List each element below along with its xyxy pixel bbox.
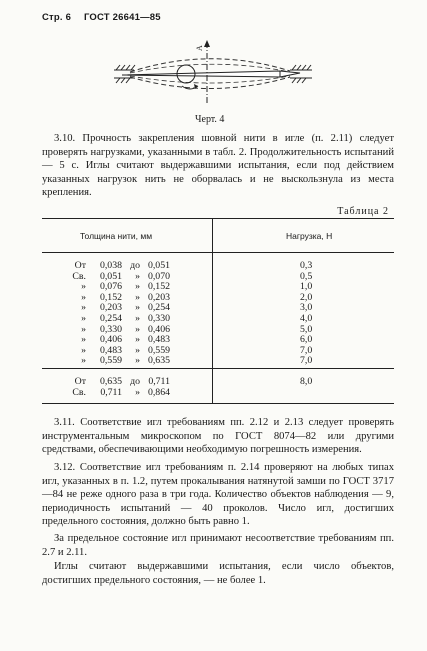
thickness-pre: » — [81, 323, 86, 335]
thickness-pre: Св. — [72, 387, 86, 398]
left-clamp — [114, 65, 135, 83]
thickness-from: 0,203 — [99, 302, 122, 314]
table-column-divider — [212, 218, 213, 404]
page-header — [42, 12, 171, 23]
thickness-to: 0,711 — [148, 376, 170, 387]
thickness-pre: » — [81, 291, 86, 303]
thickness-row — [62, 302, 170, 313]
thickness-to: 0,864 — [147, 387, 170, 398]
thickness-to: 0,254 — [147, 302, 170, 314]
thickness-pre: » — [81, 334, 86, 346]
paragraph-limit-state: За предельное состояние игл принимают несоответствие требованиям пп. 2.7 и 2.11. — [42, 533, 394, 558]
thickness-row — [62, 313, 170, 324]
thickness-mid: » — [135, 313, 140, 324]
thickness-pre: Св. — [72, 270, 86, 282]
thickness-from: 0,635 — [99, 376, 122, 387]
needle-test-figure — [100, 38, 325, 108]
load-value: 8,0 — [300, 376, 313, 387]
thickness-pre: » — [81, 281, 86, 293]
thickness-row — [62, 355, 170, 366]
thickness-from: 0,330 — [99, 323, 122, 335]
thickness-to: 0,070 — [147, 270, 170, 282]
thickness-pre: От — [74, 260, 86, 271]
thickness-to: 0,051 — [147, 260, 170, 271]
paragraph-3-11: 3.11. Соответствие игл требованиям пп. 2.12 и 2.13 следует проверять инструментальным микроскопом по ГОСТ 8074—82 или другими средствами, обеспечивающими необходимую погрешность измерения. — [42, 417, 394, 456]
thickness-to: 0,559 — [147, 344, 170, 356]
load-value: 6,0 — [300, 334, 313, 346]
thickness-from: 0,406 — [99, 334, 122, 346]
thickness-to: 0,483 — [147, 334, 170, 346]
table-row-divider — [42, 368, 394, 369]
load-value: 2,0 — [300, 291, 313, 303]
needle-outline — [122, 71, 300, 77]
deflection-curve-top — [130, 59, 290, 72]
page-number: Стр. 6 — [42, 12, 72, 23]
thickness-row — [62, 387, 170, 398]
axis-arrow — [204, 40, 210, 47]
table-2 — [42, 218, 394, 404]
thickness-row — [62, 292, 170, 303]
header-thickness: Толщина нити, мм — [80, 231, 153, 241]
paragraph-3-12: 3.12. Соответствие игл требованиям п. 2.14 проверяют на любых типах игл, указанных в п. 1.2, путем прокалывания натянутой замши по ГОСТ 3717—84 не реже одного раза в три года. Количество объектов наблюдения — 9, периодичность испытаний — 40 проколов. Число игл, достигших предельного состояния, должно быть равно 1. — [42, 462, 394, 528]
thickness-mid: » — [135, 344, 140, 356]
thickness-pre: » — [81, 302, 86, 314]
thickness-row — [62, 271, 170, 282]
thickness-from: 0,051 — [99, 270, 122, 282]
thickness-pre: » — [81, 313, 86, 324]
thickness-mid: » — [135, 334, 140, 346]
thickness-mid: » — [135, 302, 140, 314]
load-value: 7,0 — [300, 344, 313, 356]
thickness-row — [62, 281, 170, 292]
thickness-mid: » — [135, 355, 140, 367]
thickness-row — [62, 334, 170, 345]
thickness-from: 0,711 — [100, 387, 122, 398]
table-top-rule — [42, 218, 394, 219]
thickness-row — [62, 376, 170, 387]
thickness-mid: до — [130, 260, 140, 271]
table-header-rule — [42, 252, 394, 253]
thickness-to: 0,406 — [147, 323, 170, 335]
thickness-pre: От — [74, 376, 86, 387]
axis-label: А — [195, 45, 204, 51]
thickness-from: 0,483 — [99, 344, 122, 356]
thickness-mid: до — [130, 376, 140, 387]
figure-caption: Черт. 4 — [195, 114, 225, 125]
thickness-mid: » — [135, 387, 140, 398]
thickness-to: 0,330 — [147, 313, 170, 324]
load-value: 4,0 — [300, 313, 313, 324]
thickness-from: 0,076 — [99, 281, 122, 293]
load-value: 0,5 — [300, 270, 313, 282]
thickness-from: 0,038 — [99, 260, 122, 271]
thickness-row — [62, 345, 170, 356]
load-value: 1,0 — [300, 281, 313, 293]
thickness-row — [62, 260, 170, 271]
thickness-mid: » — [135, 291, 140, 303]
standard-code: ГОСТ 26641—85 — [83, 12, 161, 23]
load-value: 3,0 — [300, 302, 313, 314]
table-label: Таблица 2 — [337, 206, 389, 217]
paragraph-3-10: 3.10. Прочность закрепления шовной нити в игле (п. 2.11) следует проверять нагрузками, указанными в табл. 2. Продолжительность испытаний — 5 с. Иглы считают выдержавшими испытания, если под действием указанных нагрузок нить не оборвалась и не выскользнула из места крепления. — [42, 133, 394, 199]
thickness-mid: » — [135, 281, 140, 293]
thickness-pre: » — [81, 344, 86, 356]
load-value: 5,0 — [300, 323, 313, 335]
thickness-row — [62, 324, 170, 335]
thickness-mid: » — [135, 323, 140, 335]
thickness-mid: » — [135, 270, 140, 282]
thickness-to: 0,635 — [147, 355, 170, 367]
paragraph-passed: Иглы считают выдержавшими испытания, если число объектов, достигших предельного состояния, — не более 1. — [42, 561, 394, 586]
thickness-from: 0,152 — [99, 291, 122, 303]
thickness-from: 0,254 — [99, 313, 122, 324]
header-load: Нагрузка, Н — [286, 231, 333, 241]
table-bottom-rule — [42, 403, 394, 404]
load-value: 7,0 — [300, 355, 313, 367]
thickness-from: 0,559 — [99, 355, 122, 367]
thickness-pre: » — [81, 355, 86, 367]
thickness-to: 0,152 — [147, 281, 170, 293]
thickness-to: 0,203 — [147, 291, 170, 303]
load-value: 0,3 — [300, 260, 313, 271]
